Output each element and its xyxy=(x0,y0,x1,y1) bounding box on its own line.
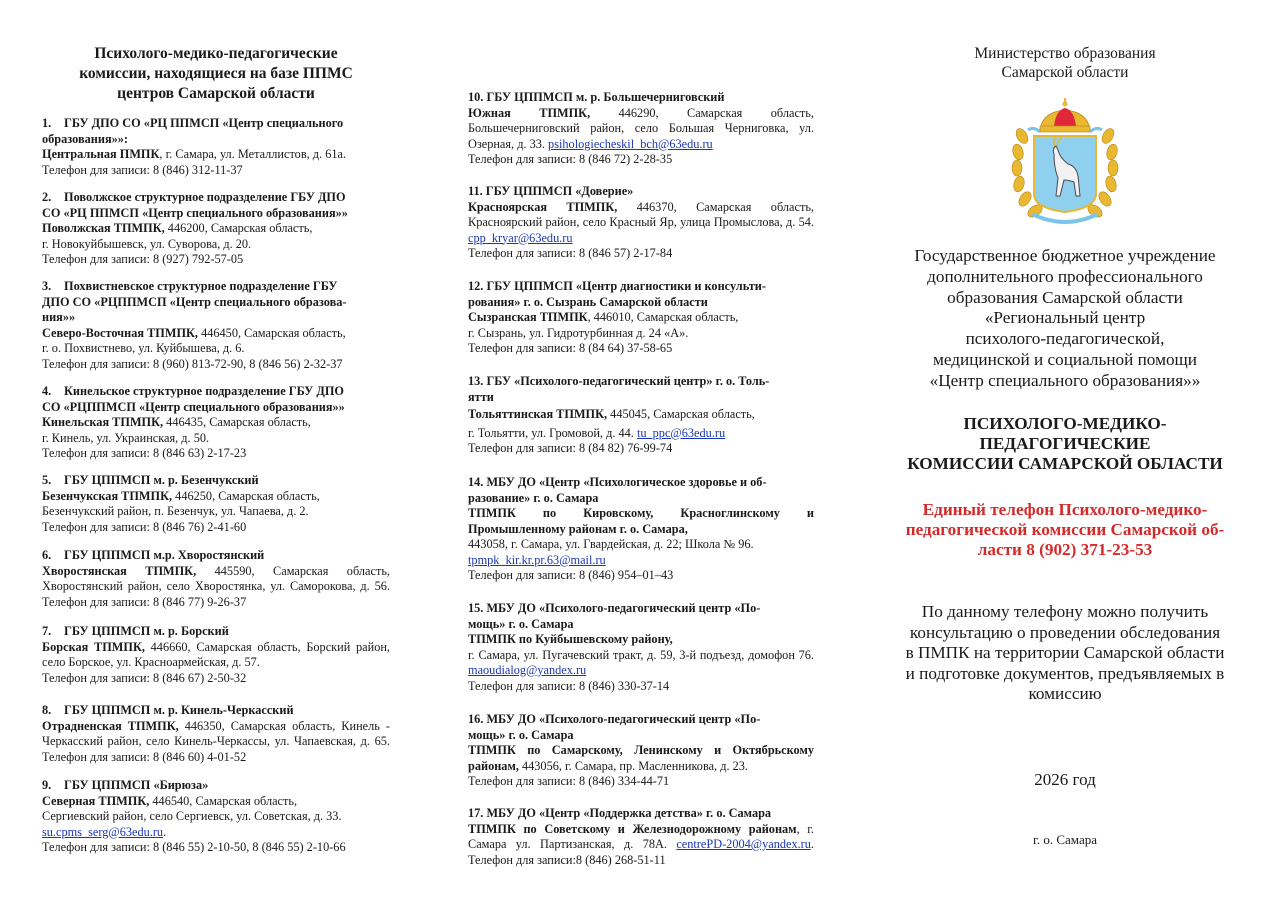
commission-entry-17: 17. МБУ ДО «Центр «Поддержка детства» г. о. Самара ТПМПК по Советскому и Железнодорожному районам, г. Самара ул. Партизанская, д. 78А. centrePD-2004@yandex.ru. Телефон для записи:8 (846) 268-51-11 xyxy=(468,806,814,867)
entry-heading: 1. ГБУ ДПО СО «РЦ ППМСП «Центр специального образования»»: xyxy=(42,116,344,146)
entry-phone: Телефон для записи: 8 (846 72) 2-28-35 xyxy=(468,152,673,166)
entry-org: Кинельская ТПМПК, xyxy=(42,415,164,429)
entry-phone: Телефон для записи: 8 (846) 334-44-71 xyxy=(468,774,670,788)
entry-heading: 12. ГБУ ЦППМСП «Центр диагностики и консульти- рования» г. о. Сызрань Самарской области xyxy=(468,279,766,309)
entry-phone: Телефон для записи: 8 (846) 954–01–43 xyxy=(468,568,674,582)
commission-entry-12: 12. ГБУ ЦППМСП «Центр диагностики и консульти- рования» г. о. Сызрань Самарской области Сызранская ТПМПК, 446010, Самарская область, г. Сызрань, ул. Гидротурбинная д. 24 «А». Телефон для записи: 8 (84 64) 37-58-65 xyxy=(468,279,814,357)
entry-org: Южная ТПМПК, xyxy=(468,105,591,120)
commission-entry-9: 9. ГБУ ЦППМСП «Бирюза» Северная ТПМПК, 446540, Самарская область, Сергиевский район, село Сергиевск, ул. Советская, д. 33. su.cpms_serg@63edu.ru. Телефон для записи: 8 (846 55) 2-10-50, 8 (846 55) 2-10-66 xyxy=(42,778,390,856)
entry-phone: Телефон для записи: 8 (960) 813-72-90, 8 (846 56) 2-32-37 xyxy=(42,356,343,371)
institution-name: Государственное бюджетное учреждение дополнительного профессионального образования Самарской области «Региональный центр психолого-педагогической, медицинской и социальной помощи «Центр специального образования»» xyxy=(914,246,1216,390)
entry-heading: 17. МБУ ДО «Центр «Поддержка детства» г. о. Самара xyxy=(468,806,772,820)
email-link[interactable]: tu_ppc@63edu.ru xyxy=(636,425,726,440)
entry-heading: 9. ГБУ ЦППМСП «Бирюза» xyxy=(42,778,209,792)
entry-org: Тольяттинская ТПМПК, xyxy=(468,407,608,421)
commission-entry-2: 2. Поволжское структурное подразделение ГБУ ДПО СО «РЦ ППМСП «Центр специального образования»» Поволжская ТПМПК, 446200, Самарская область, г. Новокуйбышевск, ул. Суворова, д. 20. Телефон для записи: 8 (927) 792-57-05 xyxy=(42,190,390,268)
entry-phone: Телефон для записи: 8 (846 67) 2-50-32 xyxy=(42,670,247,685)
commission-entry-3: 3. Похвистневское структурное подразделение ГБУ ДПО СО «РЦППМСП «Центр специального образова- ния»» Северо-Восточная ТПМПК, 446450, Самарская область, г. о. Похвистнево, ул. Куйбышева, д. 6. Телефон для записи: 8 (960) 813-72-90, 8 (846 56) 2-32-37 xyxy=(42,279,390,372)
entry-org: ТПМПК по Советскому и Железнодорожному районам xyxy=(468,821,797,836)
commission-entry-13: 13. ГБУ «Психолого-педагогический центр» г. о. Толь- ятти Тольяттинская ТПМПК, 445045, Самарская область, г. Тольятти, ул. Громовой, д. 44. tu_ppc@63edu.ru Телефон для записи: 8 (84 82) 76-99-74 xyxy=(468,374,814,457)
entry-heading: 11. ГБУ ЦППМСП «Доверие» xyxy=(468,184,634,198)
entry-org: Северо-Восточная ТПМПК, xyxy=(42,325,199,340)
entry-phone: Телефон для записи: 8 (846 55) 2-10-50, 8 (846 55) 2-10-66 xyxy=(42,840,346,854)
entry-phone: Телефон для записи: 8 (846 57) 2-17-84 xyxy=(468,246,673,260)
entry-phone: Телефон для записи: 8 (846) 312-11-37 xyxy=(42,162,243,177)
entry-org: Поволжская ТПМПК, xyxy=(42,221,165,235)
entry-heading: 6. ГБУ ЦППМСП м.р. Хворостянский xyxy=(42,548,265,562)
entry-org: Отрадненская ТПМПК, xyxy=(42,718,179,733)
email-link[interactable]: psihologiecheskil_bch@63edu.ru xyxy=(548,136,713,151)
entry-heading: 5. ГБУ ЦППМСП м. р. Безенчукский xyxy=(42,473,259,487)
ministry-name: Министерство образования Самарской области xyxy=(974,45,1156,81)
commission-entry-16: 16. МБУ ДО «Психолого-педагогический центр «По- мощь» г. о. Самара ТПМПК по Самарскому, Ленинскому и Октябрьскому районам, 443056, г. Самара, пр. Масленникова, д. 23. Телефон для записи: 8 (846) 334-44-71 xyxy=(468,712,814,788)
brochure-title: ПСИХОЛОГО-МЕДИКО- ПЕДАГОГИЧЕСКИЕ КОМИССИИ САМАРСКОЙ ОБЛАСТИ xyxy=(907,414,1223,473)
email-link[interactable]: su.cpms_serg@63edu.ru xyxy=(42,824,164,839)
hotline-phone: Единый телефон Психолого-медико- педагогической комиссии Самарской об- ласти 8 (902) 371-23-53 xyxy=(905,500,1225,559)
entry-phone: Телефон для записи: 8 (84 82) 76-99-74 xyxy=(468,441,673,455)
entry-org: ТПМПК по Куйбышевскому району, xyxy=(468,632,673,646)
entry-phone: Телефон для записи: 8 (927) 792-57-05 xyxy=(42,252,244,266)
commission-entry-8: 8. ГБУ ЦППМСП м. р. Кинель-Черкасский Отрадненская ТПМПК, 446350, Самарская область, Кинель - Черкасский район, село Кинель-Черкассы, ул. Чапаевская, д. 65. Телефон для записи: 8 (846 60) 4-01-52 xyxy=(42,703,390,764)
entry-phone: Телефон для записи: 8 (846 76) 2-41-60 xyxy=(42,519,247,534)
city-label: г. о. Самара xyxy=(1033,832,1097,847)
commission-entry-1: 1. ГБУ ДПО СО «РЦ ППМСП «Центр специального образования»»: Центральная ПМПК, г. Самара, ул. Металлистов, д. 61а. Телефон для записи: 8 (846) 312-11-37 xyxy=(42,116,390,178)
entry-org: Северная ТПМПК, xyxy=(42,793,150,808)
commission-entry-11: 11. ГБУ ЦППМСП «Доверие» Красноярская ТПМПК, 446370, Самарская область, Красноярский район, село Красный Яр, улица Промыслова, д. 54. cpp_kryar@63edu.ru Телефон для записи: 8 (846 57) 2-17-84 xyxy=(468,184,815,260)
email-link[interactable]: maoudialog@yandex.ru xyxy=(468,663,587,677)
entry-heading: 3. Похвистневское структурное подразделение ГБУ ДПО СО «РЦППМСП «Центр специального образова- ния»» xyxy=(42,279,347,324)
entry-heading: 10. ГБУ ЦППМСП м. р. Большечерниговский xyxy=(468,90,725,104)
email-link[interactable]: tpmpk_kir.kr.pr.63@mail.ru xyxy=(468,552,606,567)
entry-heading: 13. ГБУ «Психолого-педагогический центр» г. о. Толь- ятти xyxy=(468,374,770,404)
entry-org: Сызранская ТПМПК xyxy=(468,310,588,324)
entry-heading: 4. Кинельское структурное подразделение ГБУ ДПО СО «РЦППМСП «Центр специального образования»» xyxy=(42,384,345,414)
commission-entry-15: 15. МБУ ДО «Психолого-педагогический центр «По- мощь» г. о. Самара ТПМПК по Куйбышевскому району, г. Самара, ул. Пугачевский тракт, д. 59, 3-й подъезд, домофон 76. maoudialog@yandex.ru Телефон для записи: 8 (846) 330-37-14 xyxy=(468,601,814,693)
entry-org: Красноярская ТПМПК, xyxy=(468,199,618,214)
year-label: 2026 год xyxy=(1034,770,1096,789)
entry-heading: 14. МБУ ДО «Центр «Психологическое здоровье и об- разование» г. о. Самара xyxy=(468,475,767,505)
coat-of-arms-icon xyxy=(1010,96,1120,230)
commission-entry-14: 14. МБУ ДО «Центр «Психологическое здоровье и об- разование» г. о. Самара ТПМПК по Кировскому, Красноглинскому и Промышленному районам г. о. Самара, 443058, г. Самара, ул. Гвардейская, д. 22; Школа № 96. tpmpk_kir.kr.pr.63@mail.ru Телефон для записи: 8 (846) 954–01–43 xyxy=(468,475,814,582)
entry-org: ТПМПК по Кировскому, Красноглинскому и Промышленному районам г. о. Самара, xyxy=(468,506,814,536)
commission-entry-7: 7. ГБУ ЦППМСП м. р. Борский Борская ТПМПК, 446660, Самарская область, Борский район, село Борское, ул. Красноармейская, д. 57. Телефон для записи: 8 (846 67) 2-50-32 xyxy=(42,624,391,685)
entry-org: Безенчукская ТПМПК, xyxy=(42,488,173,503)
entry-org: Хворостянская ТПМПК, xyxy=(42,563,197,578)
entry-heading: 7. ГБУ ЦППМСП м. р. Борский xyxy=(42,624,229,638)
entry-phone: Телефон для записи: 8 (846 63) 2-17-23 xyxy=(42,446,247,460)
commission-entry-5: 5. ГБУ ЦППМСП м. р. Безенчукский Безенчукская ТПМПК, 446250, Самарская область, Безенчукский район, п. Безенчук, ул. Чапаева, д. 2. Телефон для записи: 8 (846 76) 2-41-60 xyxy=(42,473,390,535)
entry-org: Центральная ПМПК xyxy=(42,147,160,161)
email-link[interactable]: centrePD-2004@yandex.ru xyxy=(676,837,811,851)
left-column-title: Психолого-медико-педагогические комиссии, находящиеся на базе ППМС центров Самарской области xyxy=(79,45,353,102)
entry-heading: 16. МБУ ДО «Психолого-педагогический центр «По- мощь» г. о. Самара xyxy=(468,712,761,742)
commission-entry-6: 6. ГБУ ЦППМСП м.р. Хворостянский Хворостянская ТПМПК, 445590, Самарская область, Хворостянский район, село Хворостянка, ул. Саморокова, д. 56. Телефон для записи: 8 (846 77) 9-26-37 xyxy=(42,548,391,609)
entry-org: ТПМПК по Самарскому, Ленинскому и Октябрьскому районам, xyxy=(468,743,814,773)
entry-heading: 8. ГБУ ЦППМСП м. р. Кинель-Черкасский xyxy=(42,703,294,717)
commission-entry-4: 4. Кинельское структурное подразделение ГБУ ДПО СО «РЦППМСП «Центр специального образования»» Кинельская ТПМПК, 446435, Самарская область, г. Кинель, ул. Украинская, д. 50. Телефон для записи: 8 (846 63) 2-17-23 xyxy=(42,384,390,462)
entry-heading: 2. Поволжское структурное подразделение ГБУ ДПО СО «РЦ ППМСП «Центр специального образования»» xyxy=(42,190,348,220)
consultation-info: По данному телефону можно получить консультацию о проведении обследования в ПМПК на территории Самарской области и подготовке документов, предъявляемых в комиссию xyxy=(905,602,1225,704)
entry-org: Борская ТПМПК, xyxy=(42,639,145,654)
entry-heading: 15. МБУ ДО «Психолого-педагогический центр «По- мощь» г. о. Самара xyxy=(468,601,761,631)
entry-phone: Телефон для записи: 8 (84 64) 37-58-65 xyxy=(468,341,673,355)
entry-phone: Телефон для записи: 8 (846) 330-37-14 xyxy=(468,678,670,693)
commission-entry-10: 10. ГБУ ЦППМСП м. р. Большечерниговский Южная ТПМПК, 446290, Самарская область, Большечерниговский район, село Большая Черниговка, ул. Озерная, д. 33. psihologiecheskil_bch@63edu.ru Телефон для записи: 8 (846 72) 2-28-35 xyxy=(468,90,814,166)
email-link[interactable]: cpp_kryar@63edu.ru xyxy=(468,230,573,245)
